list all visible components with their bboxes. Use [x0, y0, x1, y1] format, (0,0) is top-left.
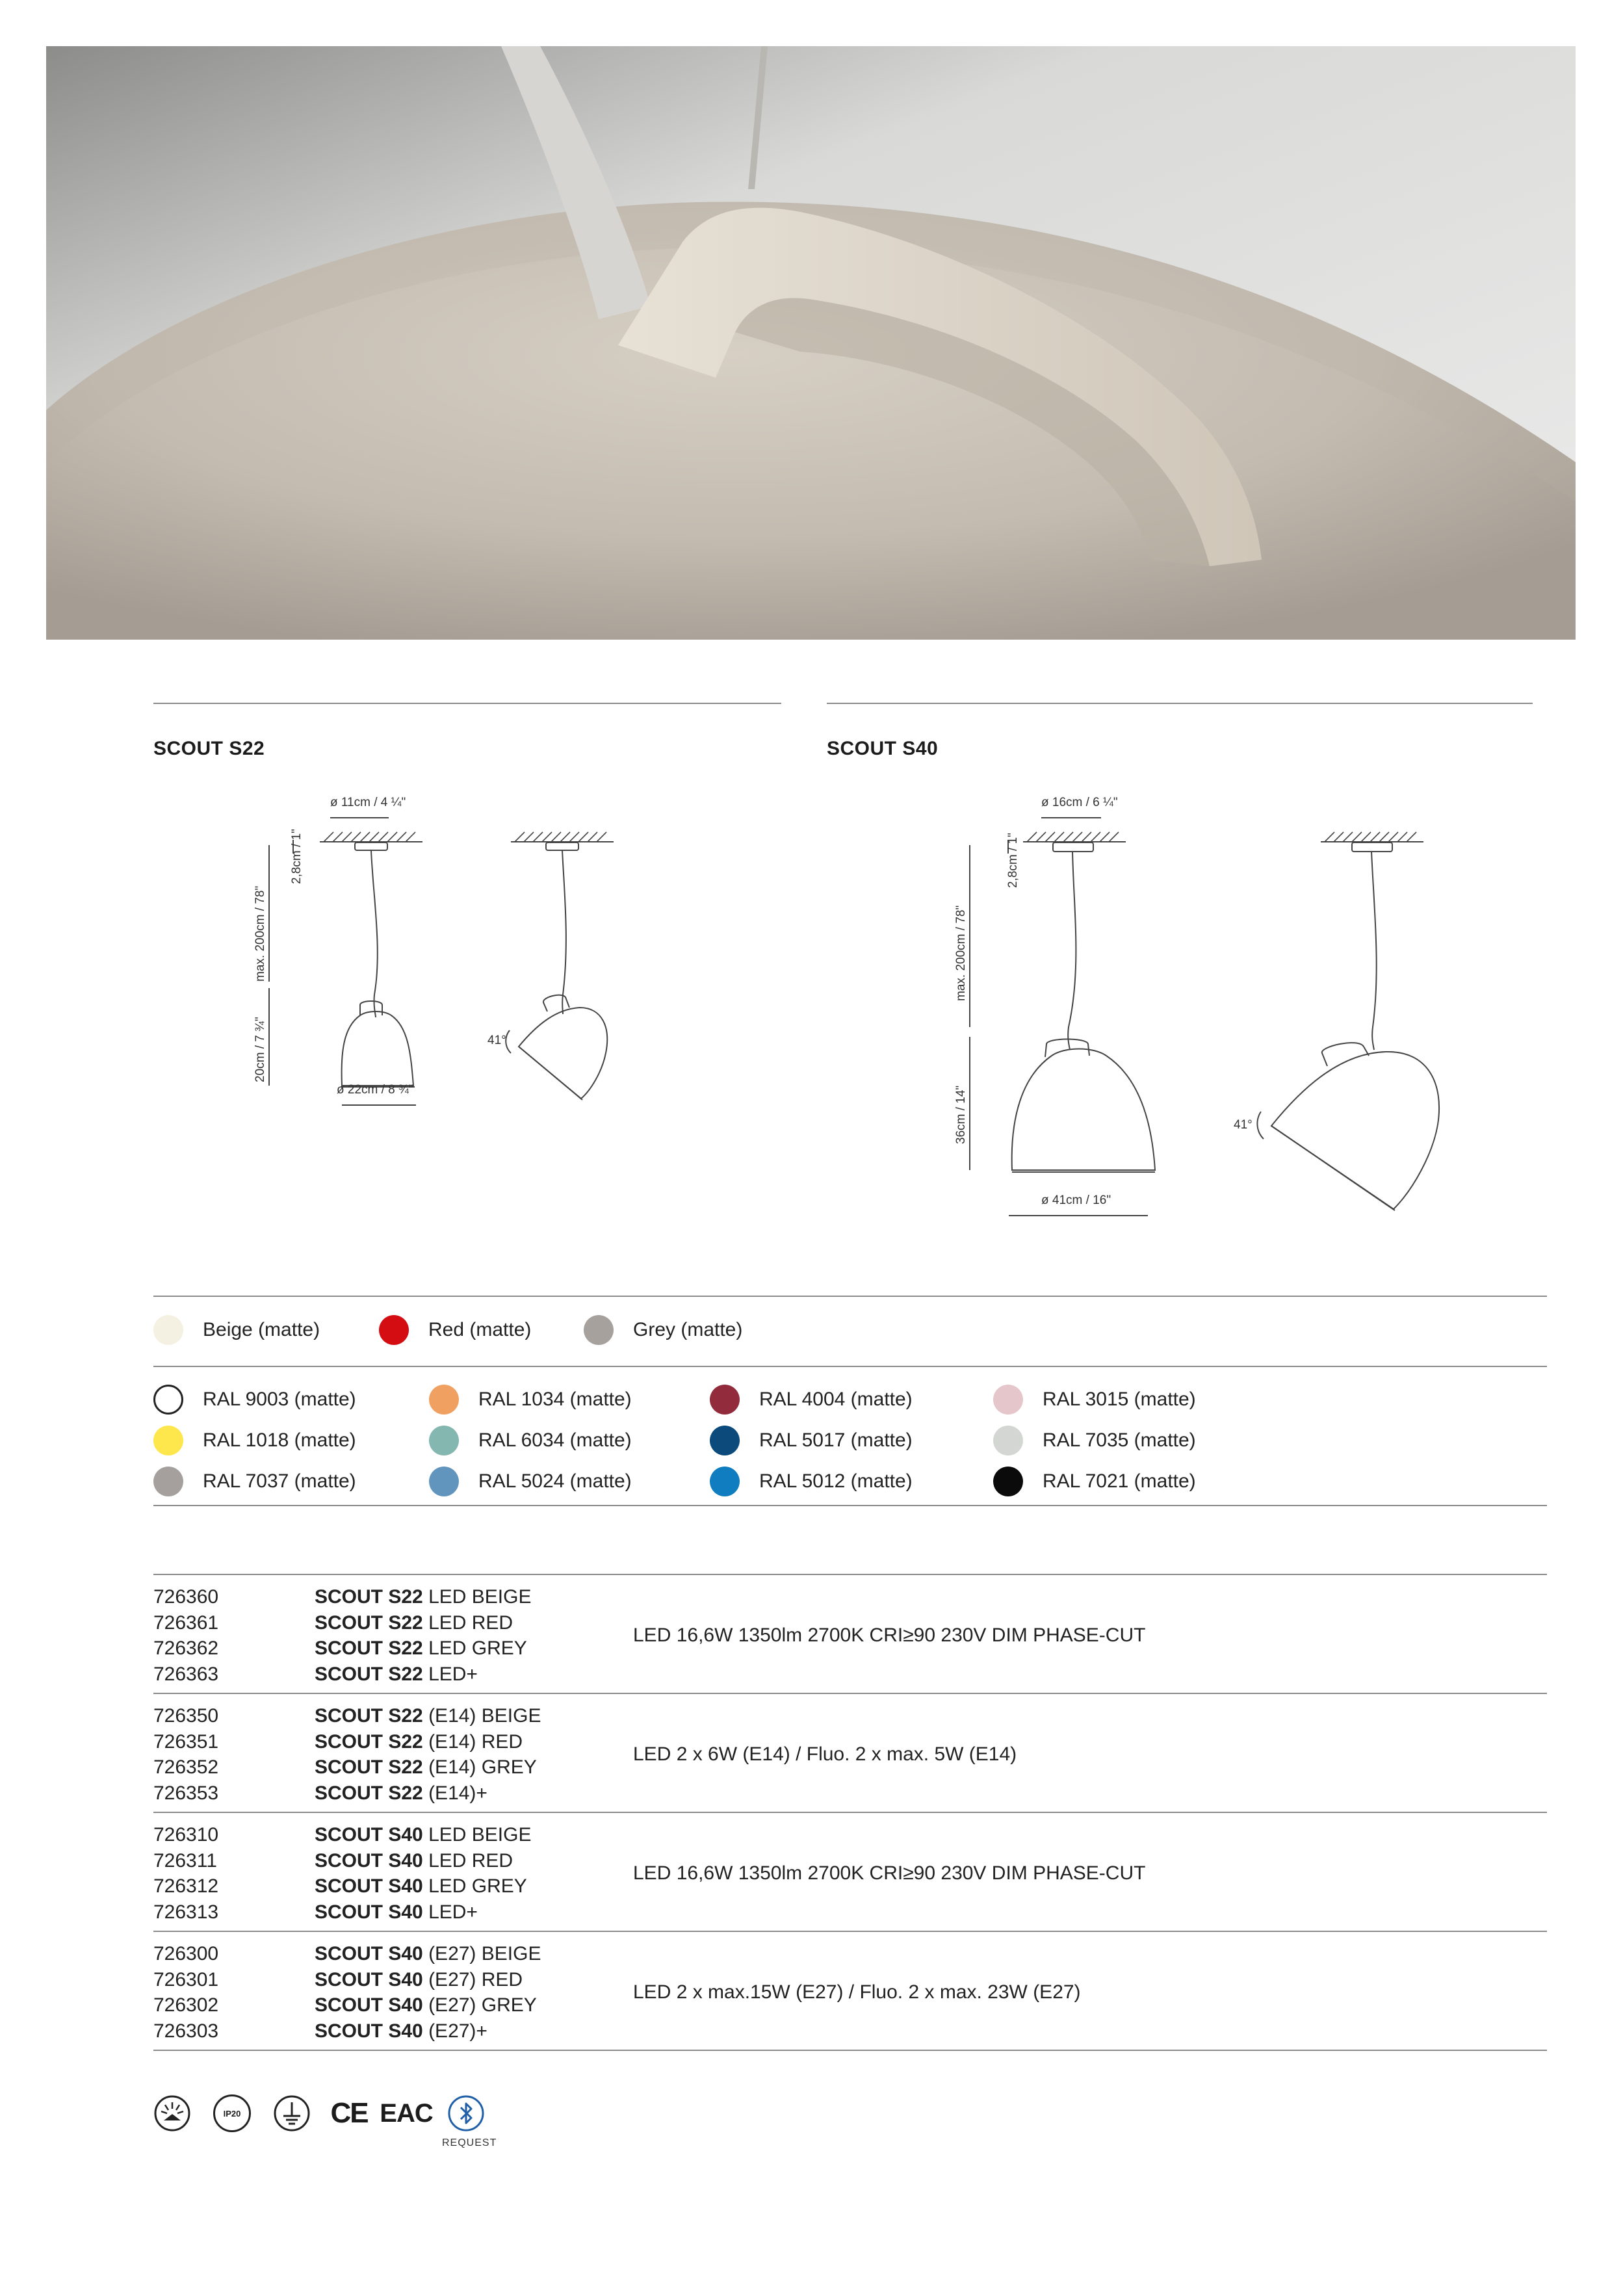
article-variant: (E27) GREY — [428, 1994, 537, 2016]
swatch-label: RAL 9003 (matte) — [203, 1389, 356, 1410]
dim-bottom-diameter-s40: ø 41cm / 16" — [1041, 1194, 1111, 1207]
article-model: SCOUT S22 — [315, 1782, 423, 1804]
diagram-s22-lines — [153, 780, 781, 1118]
article-code: 726353 — [153, 1782, 219, 1804]
article-variant: LED+ — [428, 1901, 478, 1923]
swatch-ral — [429, 1467, 632, 1496]
article-name — [315, 1663, 478, 1686]
article-variant: LED GREY — [428, 1637, 527, 1659]
article-name — [315, 1994, 537, 2016]
article-name — [315, 2020, 487, 2042]
swatch-red — [379, 1315, 531, 1345]
swatch-dot — [993, 1467, 1023, 1496]
article-name — [315, 1901, 478, 1924]
article-model: SCOUT S22 — [315, 1730, 423, 1753]
eac-mark-icon — [380, 2097, 433, 2130]
article-code: 726313 — [153, 1901, 219, 1923]
swatch-dot — [710, 1467, 740, 1496]
swatch-dot — [379, 1315, 409, 1345]
article-spec: LED 16,6W 1350lm 2700K CRI≥90 230V DIM PHASE-CUT — [633, 1862, 1146, 1884]
ip-rating-text: IP20 — [223, 2108, 241, 2119]
article-variant: (E14)+ — [428, 1782, 487, 1804]
article-code: 726351 — [153, 1730, 219, 1753]
dim-canopy-height-s40: 2,8cm / 1" — [1006, 833, 1020, 888]
article-model: SCOUT S22 — [315, 1611, 423, 1634]
dimmable-icon — [153, 2094, 191, 2132]
swatch-dot — [153, 1385, 183, 1415]
ip-rating-icon — [213, 2094, 251, 2132]
article-code: 726362 — [153, 1637, 219, 1659]
article-model: SCOUT S40 — [315, 1901, 423, 1923]
swatch-ral — [429, 1426, 632, 1455]
divider-colors-mid — [153, 1366, 1547, 1367]
swatch-ral — [993, 1467, 1196, 1496]
dim-tilt-angle-s22: 41° — [487, 1034, 506, 1047]
article-spec: LED 16,6W 1350lm 2700K CRI≥90 230V DIM PHASE-CUT — [633, 1624, 1146, 1646]
article-code: 726360 — [153, 1586, 219, 1608]
swatch-ral — [153, 1467, 356, 1496]
article-variant: LED RED — [428, 1849, 513, 1872]
swatch-dot — [710, 1385, 740, 1415]
swatch-label: Red (matte) — [428, 1319, 532, 1340]
article-variant: LED BEIGE — [428, 1824, 532, 1846]
divider-table-top — [153, 1574, 1547, 1575]
article-code: 726363 — [153, 1663, 219, 1685]
swatch-ral — [710, 1467, 913, 1496]
article-code: 726300 — [153, 1943, 219, 1964]
article-variant: LED+ — [428, 1663, 478, 1685]
article-model: SCOUT S40 — [315, 1994, 423, 2016]
article-variant: (E14) BEIGE — [428, 1705, 541, 1727]
swatch-label: Beige (matte) — [203, 1319, 320, 1340]
divider-colors-bottom — [153, 1505, 1547, 1506]
dim-canopy-height-s22: 2,8cm / 1" — [290, 829, 304, 884]
article-variant: LED RED — [428, 1611, 513, 1634]
table-group — [153, 1578, 1547, 1693]
swatch-label: RAL 5017 (matte) — [759, 1429, 913, 1451]
dim-top-diameter-s22: ø 11cm / 4 ¼" — [330, 796, 406, 809]
article-name — [315, 1943, 541, 1965]
diagram-s40-lines — [827, 780, 1533, 1235]
product-title-s22: SCOUT S22 — [153, 738, 265, 759]
article-variant: (E27) RED — [428, 1968, 523, 1990]
article-model: SCOUT S22 — [315, 1756, 423, 1778]
swatch-label: RAL 5024 (matte) — [478, 1470, 632, 1492]
article-model: SCOUT S40 — [315, 1943, 423, 1964]
swatch-label: RAL 4004 (matte) — [759, 1389, 913, 1410]
article-code: 726350 — [153, 1705, 219, 1727]
article-variant: LED GREY — [428, 1875, 527, 1897]
article-model: SCOUT S40 — [315, 1875, 423, 1897]
swatch-ral — [993, 1385, 1196, 1415]
divider-colors-top — [153, 1296, 1547, 1297]
article-variant: (E14) RED — [428, 1730, 523, 1753]
dim-top-diameter-s40: ø 16cm / 6 ¼" — [1041, 796, 1118, 809]
swatch-dot — [710, 1426, 740, 1455]
eac-mark-text: EAC — [380, 2098, 433, 2128]
swatch-label: RAL 6034 (matte) — [478, 1429, 632, 1451]
swatch-dot — [429, 1385, 459, 1415]
article-model: SCOUT S22 — [315, 1586, 423, 1608]
article-name — [315, 1850, 513, 1872]
earth-ground-icon — [273, 2094, 311, 2132]
article-name — [315, 1782, 487, 1805]
swatch-ral — [710, 1385, 913, 1415]
article-code: 726303 — [153, 2020, 219, 2042]
hero-photo — [46, 46, 1576, 640]
diagram-s40 — [827, 780, 1533, 1235]
article-spec: LED 2 x 6W (E14) / Fluo. 2 x max. 5W (E14) — [633, 1743, 1017, 1765]
table-group — [153, 1816, 1547, 1931]
dim-cable-length-s40: max. 200cm / 78" — [954, 905, 968, 1001]
article-name — [315, 1637, 527, 1660]
article-name — [315, 1969, 523, 1991]
article-code: 726361 — [153, 1611, 219, 1634]
swatch-label: RAL 7035 (matte) — [1043, 1429, 1196, 1451]
swatch-ral — [993, 1426, 1196, 1455]
ce-mark-text: CE — [330, 2097, 368, 2129]
divider-s40-top — [827, 703, 1533, 704]
swatch-beige — [153, 1315, 320, 1345]
swatch-ral — [153, 1426, 356, 1455]
dim-cable-length-s22: max. 200cm / 78" — [253, 885, 267, 982]
article-name — [315, 1731, 523, 1753]
article-name — [315, 1824, 531, 1846]
article-variant: LED BEIGE — [428, 1586, 532, 1608]
dim-shade-height-s40: 36cm / 14" — [954, 1085, 968, 1144]
swatch-dot — [429, 1426, 459, 1455]
ce-mark-icon — [329, 2097, 369, 2130]
article-variant: (E14) GREY — [428, 1756, 537, 1778]
table-divider — [153, 2050, 1547, 2051]
swatch-ral — [429, 1385, 632, 1415]
swatch-dot — [153, 1467, 183, 1496]
swatch-label: RAL 7037 (matte) — [203, 1470, 356, 1492]
article-name — [315, 1586, 531, 1608]
table-divider — [153, 1812, 1547, 1813]
article-name — [315, 1612, 513, 1634]
table-divider — [153, 1693, 1547, 1694]
swatch-dot — [584, 1315, 614, 1345]
article-code: 726310 — [153, 1824, 219, 1846]
swatch-label: RAL 1018 (matte) — [203, 1429, 356, 1451]
article-name — [315, 1756, 537, 1779]
bluetooth-request-note: REQUEST — [442, 2137, 497, 2148]
divider-s22-top — [153, 703, 781, 704]
article-name — [315, 1705, 541, 1727]
swatch-dot — [429, 1467, 459, 1496]
article-name — [315, 1875, 527, 1898]
swatch-label: RAL 5012 (matte) — [759, 1470, 913, 1492]
swatch-label: RAL 1034 (matte) — [478, 1389, 632, 1410]
table-group — [153, 1935, 1547, 2050]
dim-tilt-angle-s40: 41° — [1234, 1118, 1253, 1132]
article-code: 726302 — [153, 1994, 219, 2016]
swatch-label: RAL 3015 (matte) — [1043, 1389, 1196, 1410]
diagram-s22 — [153, 780, 781, 1118]
article-model: SCOUT S22 — [315, 1663, 423, 1685]
product-title-s40: SCOUT S40 — [827, 738, 939, 759]
article-spec: LED 2 x max.15W (E27) / Fluo. 2 x max. 23W (E27) — [633, 1981, 1081, 2003]
article-code: 726311 — [153, 1849, 217, 1872]
dim-shade-height-s22: 20cm / 7 ¾" — [253, 1017, 267, 1082]
article-model: SCOUT S40 — [315, 1824, 423, 1846]
swatch-dot — [153, 1426, 183, 1455]
swatch-dot — [153, 1315, 183, 1345]
article-model: SCOUT S22 — [315, 1637, 423, 1659]
article-model: SCOUT S22 — [315, 1705, 423, 1727]
bluetooth-icon — [447, 2094, 485, 2132]
article-variant: (E27) BEIGE — [428, 1943, 541, 1964]
swatch-label: Grey (matte) — [633, 1319, 743, 1340]
article-model: SCOUT S40 — [315, 1849, 423, 1872]
article-code: 726312 — [153, 1875, 219, 1897]
swatch-grey — [584, 1315, 742, 1345]
swatch-ral — [153, 1385, 356, 1415]
article-code: 726352 — [153, 1756, 219, 1778]
swatch-dot — [993, 1426, 1023, 1455]
table-divider — [153, 1931, 1547, 1932]
article-variant: (E27)+ — [428, 2020, 487, 2042]
swatch-dot — [993, 1385, 1023, 1415]
swatch-ral — [710, 1426, 913, 1455]
dim-bottom-diameter-s22: ø 22cm / 8 ¾" — [337, 1083, 413, 1097]
swatch-label: RAL 7021 (matte) — [1043, 1470, 1196, 1492]
table-group — [153, 1697, 1547, 1812]
article-model: SCOUT S40 — [315, 2020, 423, 2042]
article-model: SCOUT S40 — [315, 1968, 423, 1990]
article-code: 726301 — [153, 1968, 219, 1990]
